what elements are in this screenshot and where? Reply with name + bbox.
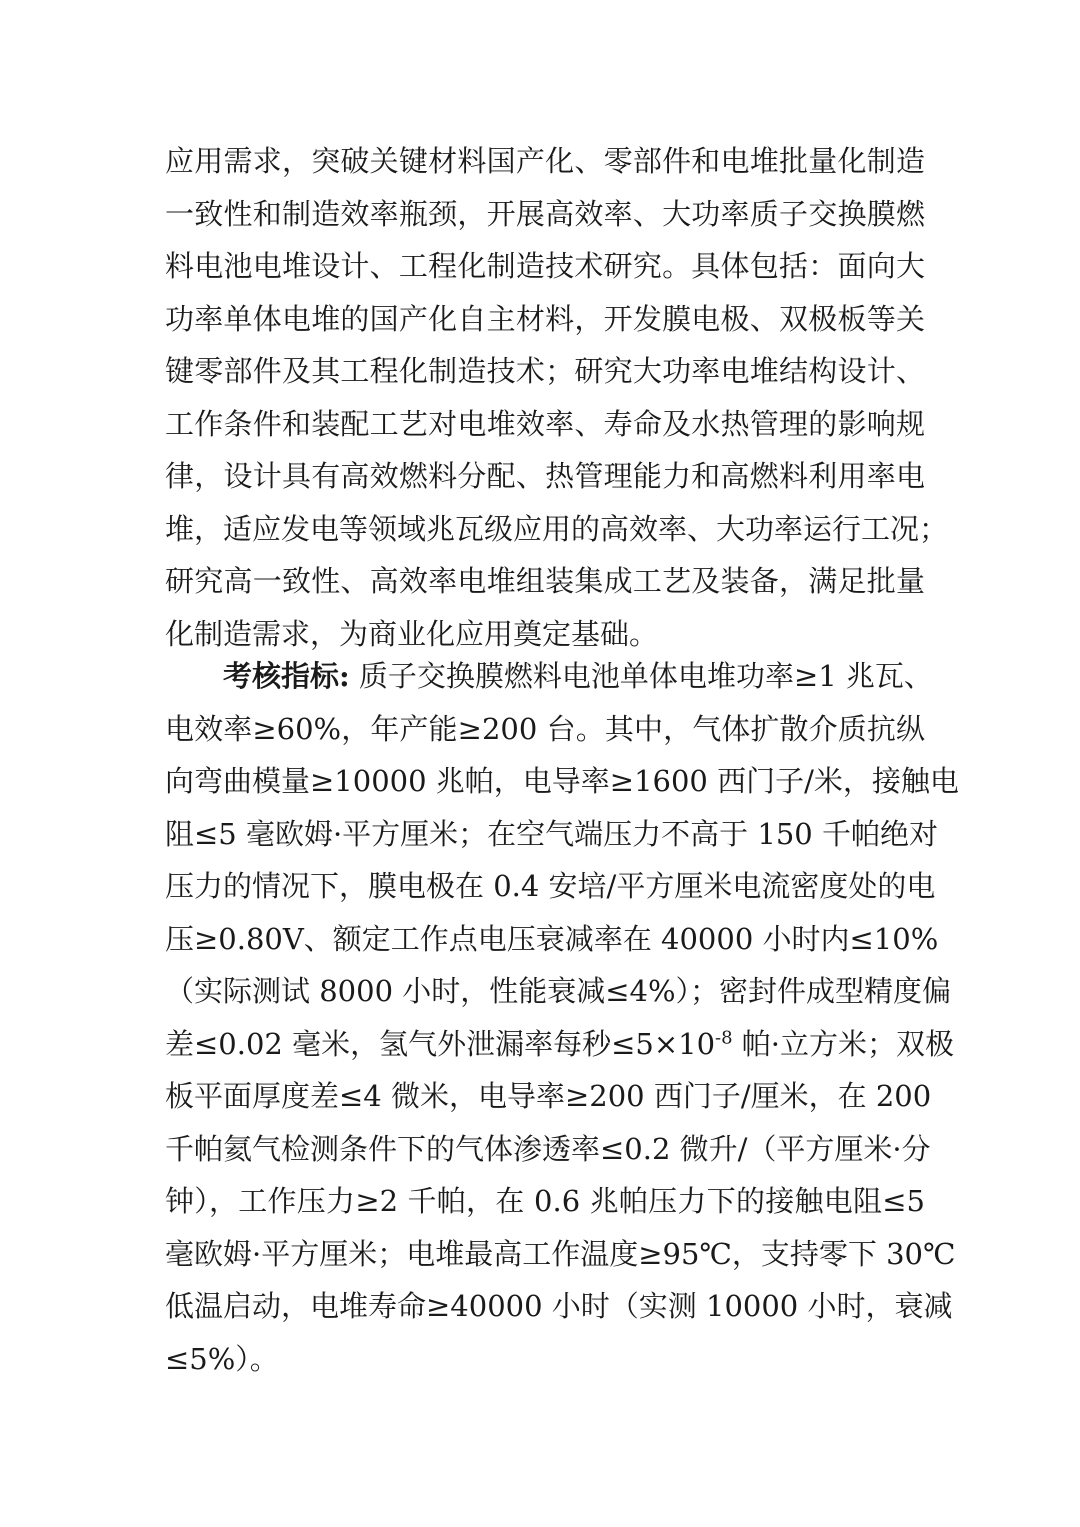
text-fragment: 质子交换膜燃料电池单体电堆功率≥1 兆瓦、 xyxy=(349,659,933,693)
text-line: 应用需求，突破关键材料国产化、零部件和电堆批量化制造 xyxy=(165,144,925,178)
text-fragment: 帕·立方米；双极 xyxy=(732,1026,955,1061)
assessment-label: 考核指标: xyxy=(223,659,350,693)
text-line: 料电池电堆设计、工程化制造技术研究。具体包括：面向大 xyxy=(165,249,925,283)
text-line: 堆，适应发电等领域兆瓦级应用的高效率、大功率运行工况； xyxy=(165,511,949,546)
paragraph-research-content xyxy=(165,135,949,660)
text-line: 一致性和制造效率瓶颈，开展高效率、大功率质子交换膜燃 xyxy=(165,196,925,231)
text-line: 向弯曲模量≥10000 兆帕，电导率≥1600 西门子/米，接触电 xyxy=(165,764,959,798)
text-line: 压力的情况下，膜电极在 0.4 安培/平方厘米电流密度处的电 xyxy=(165,869,936,903)
text-line xyxy=(165,650,933,703)
text-line: 化制造需求，为商业化应用奠定基础。 xyxy=(165,616,659,651)
text-line: 千帕氦气检测条件下的气体渗透率≤0.2 微升/（平方厘米·分 xyxy=(165,1131,931,1166)
text-line: 电效率≥60%，年产能≥200 台。其中，气体扩散介质抗纵 xyxy=(165,711,925,746)
text-line: 毫欧姆·平方厘米；电堆最高工作温度≥95℃，支持零下 30℃ xyxy=(165,1236,956,1271)
text-line: 功率单体电堆的国产化自主材料，开发膜电极、双极板等关 xyxy=(165,301,925,336)
text-line: （实际测试 8000 小时，性能衰减≤4%）；密封件成型精度偏 xyxy=(165,974,952,1008)
text-line: 键零部件及其工程化制造技术；研究大功率电堆结构设计、 xyxy=(165,354,925,388)
text-line: 钟），工作压力≥2 千帕，在 0.6 兆帕压力下的接触电阻≤5 xyxy=(165,1184,925,1218)
text-line: ≤5%）。 xyxy=(165,1341,279,1376)
text-line: 低温启动，电堆寿命≥40000 小时（实测 10000 小时，衰减 xyxy=(165,1289,953,1323)
text-line xyxy=(165,1018,955,1071)
text-line: 阻≤5 毫欧姆·平方厘米；在空气端压力不高于 150 千帕绝对 xyxy=(165,816,938,851)
text-line: 律，设计具有高效燃料分配、热管理能力和高燃料利用率电 xyxy=(165,459,925,493)
text-line: 板平面厚度差≤4 微米，电导率≥200 西门子/厘米，在 200 xyxy=(165,1079,932,1113)
text-line: 研究高一致性、高效率电堆组装集成工艺及装备，满足批量 xyxy=(165,564,925,598)
paragraph-assessment-indicators xyxy=(165,650,959,1385)
text-line: 工作条件和装配工艺对电堆效率、寿命及水热管理的影响规 xyxy=(165,406,925,441)
text-line: 压≥0.80V、额定工作点电压衰减率在 40000 小时内≤10% xyxy=(165,921,939,956)
text-fragment: 差≤0.02 毫米，氢气外泄漏率每秒≤5×10 xyxy=(165,1026,716,1061)
exponent: -8 xyxy=(715,1026,733,1048)
